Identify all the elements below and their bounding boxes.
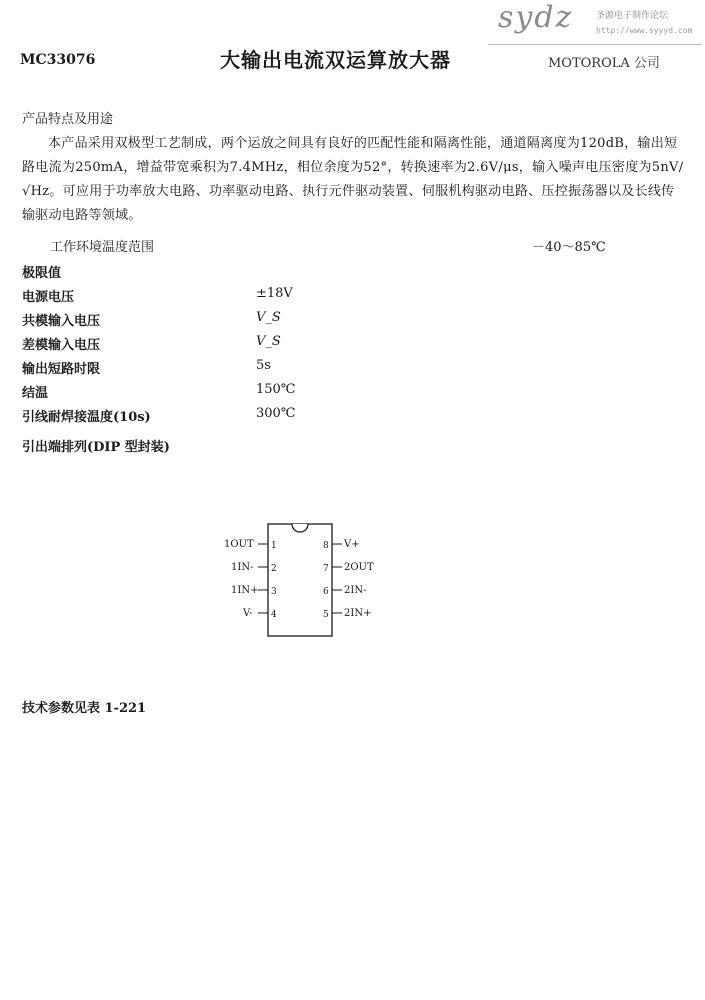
- pin-number: 1: [271, 541, 277, 551]
- dip-package-diagram: [210, 520, 390, 645]
- pin-number: 6: [323, 587, 329, 597]
- pin-number: 7: [323, 564, 329, 574]
- limits-heading: 极限值: [22, 266, 62, 281]
- limit-label: 引线耐焊接温度(10s): [22, 410, 151, 425]
- features-heading: 产品特点及用途: [22, 112, 114, 127]
- limit-value: V_S: [256, 310, 281, 325]
- limit-value: 5s: [256, 358, 271, 373]
- limit-label: 电源电压: [22, 290, 75, 305]
- limit-value: ±18V: [256, 286, 293, 301]
- limit-label: 共模输入电压: [22, 314, 101, 329]
- pin-number: 2: [271, 564, 277, 574]
- temp-range-value: －40～85℃: [532, 240, 606, 255]
- watermark-logo: sydz: [498, 0, 574, 35]
- pin-number: 8: [323, 541, 329, 551]
- limit-label: 结温: [22, 386, 49, 401]
- watermark-rule: [488, 44, 702, 45]
- limit-value: 300℃: [256, 406, 296, 421]
- part-number: MC33076: [20, 52, 96, 68]
- pin-label: 2IN+: [344, 608, 372, 619]
- watermark: [488, 2, 702, 46]
- pin-label: 1IN+: [231, 585, 259, 596]
- pin-label: 2IN-: [344, 585, 367, 596]
- features-paragraph: 本产品采用双极型工艺制成，两个运放之间具有良好的匹配性能和隔离性能，通道隔离度为120dB，输出短路电流为250mA，增益带宽乘积为7.4MHz，相位余度为52°，转换速率为2.6V/μs，输入噪声电压密度为5nV/√Hz。可应用于功率放大电路、功率驱动电路、执行元件驱动装置、伺服机构驱动电路、压控振荡器以及长线传输驱动电路等领域。: [22, 136, 684, 223]
- parameter-table-reference: 技术参数见表 1-221: [22, 701, 147, 716]
- watermark-url: http://www.syyyd.com: [596, 26, 693, 35]
- temp-range-label: 工作环境温度范围: [50, 240, 155, 255]
- limit-value: 150℃: [256, 382, 296, 397]
- pin-number: 5: [323, 610, 329, 620]
- manufacturer: MOTOROLA 公司: [548, 56, 660, 71]
- pin-number: 4: [271, 610, 277, 620]
- limit-value: V_S: [256, 334, 281, 349]
- pin-label: V-: [243, 608, 253, 619]
- pin-label: 1OUT: [224, 539, 254, 550]
- notch-mark: [292, 524, 308, 532]
- pin-label: V+: [344, 539, 360, 550]
- limit-label: 输出短路时限: [22, 362, 101, 377]
- limit-label: 差模输入电压: [22, 338, 101, 353]
- page-title: 大输出电流双运算放大器: [220, 48, 451, 72]
- watermark-site-name: 圣源电子制作论坛: [596, 11, 669, 21]
- pin-label: 1IN-: [231, 562, 254, 573]
- pin-number: 3: [271, 587, 277, 597]
- pin-label: 2OUT: [344, 562, 374, 573]
- pinout-heading: 引出端排列(DIP 型封装): [22, 440, 170, 455]
